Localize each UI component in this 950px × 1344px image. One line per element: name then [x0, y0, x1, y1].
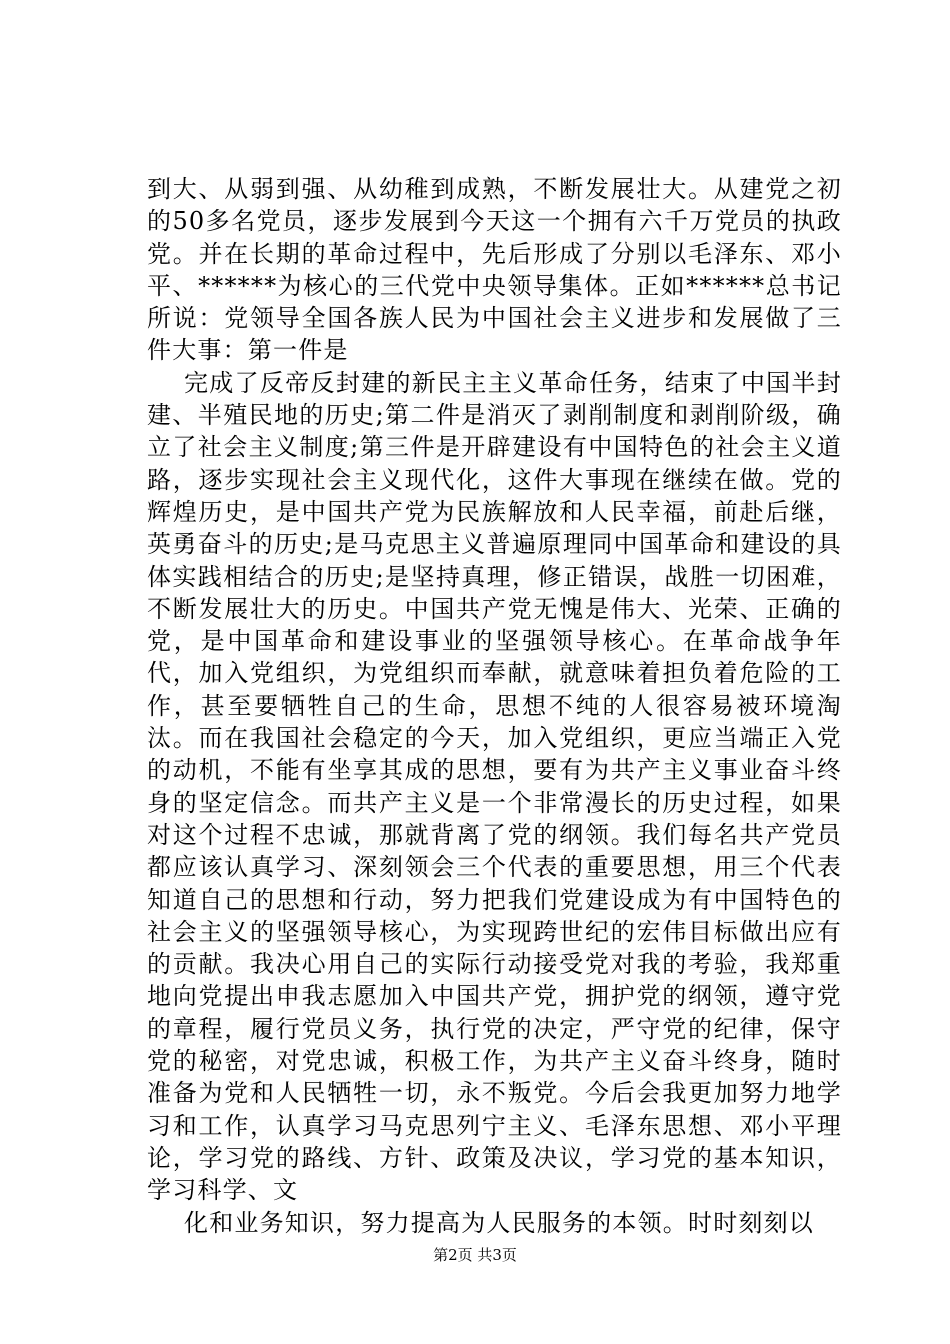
page-number-footer: 第2页 共3页 [433, 1246, 517, 1264]
paragraph-3: 化和业务知识，努力提高为人民服务的本领。时时刻刻以 [184, 1208, 814, 1237]
paragraph-2: 完成了反帝反封建的新民主主义革命任务，结束了中国半封建、半殖民地的历史;第二件是消灭了剥削制度和剥削阶级，确立了社会主义制度;第三件是开辟建设有中国特色的社会主义道路，逐步实现社会主义现代化，这件大事现在继续在做。党的辉煌历史，是中国共产党为民族解放和人民幸福，前赴后继，英勇奋斗的历史;是马克思主义普遍原理同中国革命和建设的具体实践相结合的历史;是坚持真理，修正错误，战胜一切困难，不断发展壮大的历史。中国共产党无愧是伟大、光荣、正确的党，是中国革命和建设事业的坚强领导核心。在革命战争年代，加入党组织，为党组织而奉献，就意味着担负着危险的工作，甚至要牺牲自己的生命，思想不纯的人很容易被环境淘汰。而在我国社会稳定的今天，加入党组织，更应当端正入党的动机，不能有坐享其成的思想，要有为共产主义事业奋斗终身的坚定信念。而共产主义是一个非常漫长的历史过程，如果对这个过程不忠诚，那就背离了党的纲领。我们每名共产党员都应该认真学习、深刻领会三个代表的重要思想，用三个代表知道自己的思想和行动，努力把我们党建设成为有中国特色的社会主义的坚强领导核心，为实现跨世纪的宏伟目标做出应有的贡献。我决心用自己的实际行动接受党对我的考验，我郑重地向党提出申我志愿加入中国共产党，拥护党的纲领，遵守党的章程，履行党员义务，执行党的决定，严守党的纪律，保守党的秘密，对党忠诚，积极工作，为共产主义奋斗终身，随时准备为党和人民牺牲一切，永不叛党。今后会我更加努力地学习和工作，认真学习马克思列宁主义、毛泽东思想、邓小平理论，学习党的路线、方针、政策及决议，学习党的基本知识，学习科学、文 [147, 368, 842, 1205]
document-body [147, 173, 842, 1239]
paragraph-1: 到大、从弱到强、从幼稚到成熟，不断发展壮大。从建党之初的50多名党员，逐步发展到今天这一个拥有六千万党员的执政党。并在长期的革命过程中，先后形成了分别以毛泽东、邓小平、******为核心的三代党中央领导集体。正如******总书记所说：党领导全国各族人民为中国社会主义进步和发展做了三件大事：第一件是 [147, 175, 842, 365]
